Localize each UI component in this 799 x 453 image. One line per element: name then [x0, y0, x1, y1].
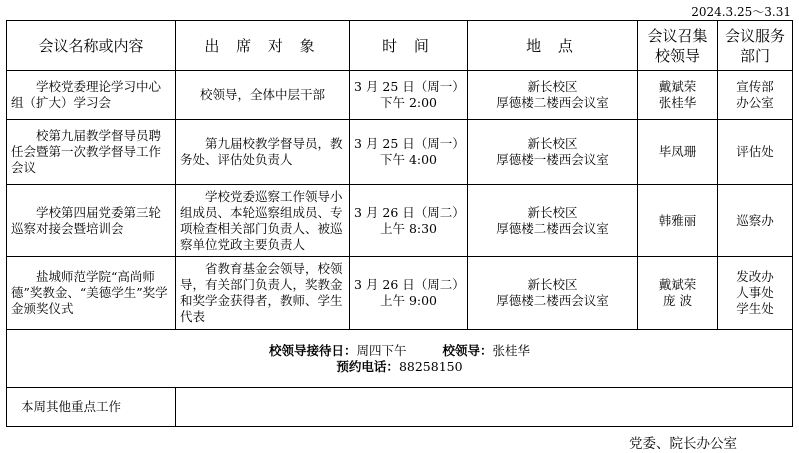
meeting-time-cell — [350, 120, 468, 185]
other-work-row — [7, 388, 793, 427]
meeting-room: 厚德楼二楼西会议室 — [496, 95, 609, 110]
header-attendees: 出 席 对 象 — [176, 21, 350, 71]
meeting-time-cell — [350, 185, 468, 257]
meeting-service: 评估处 — [718, 120, 793, 185]
reception-leader-label: 校领导： — [442, 342, 493, 358]
other-work-content — [176, 388, 793, 427]
reception-cell — [7, 330, 793, 388]
table-row — [7, 257, 793, 330]
reception-day-label: 校领导接待日： — [268, 342, 357, 358]
meeting-date: 3 月 26 日（周二） — [354, 204, 465, 220]
table-row — [7, 71, 793, 120]
meeting-time-cell — [350, 71, 468, 120]
header-name: 会议名称或内容 — [7, 21, 176, 71]
meeting-campus: 新长校区 — [527, 79, 578, 94]
meeting-time-cell — [350, 257, 468, 330]
reception-leader-value: 张桂华 — [492, 342, 531, 358]
header-location: 地 点 — [468, 21, 638, 71]
meeting-date: 3 月 25 日（周一） — [354, 79, 465, 94]
meeting-attendees: 学校党委巡察工作领导小组成员、本轮巡察组成员、专项检查相关部门负责人、被巡察单位党政主要负责人 — [176, 185, 350, 257]
header-time: 时 间 — [350, 21, 468, 71]
meeting-time: 下午 2:00 — [379, 95, 438, 110]
meeting-schedule-table — [6, 20, 793, 427]
other-work-label: 本周其他重点工作 — [7, 388, 176, 427]
meeting-attendees: 第九届校教学督导员，教务处、评估处负责人 — [176, 120, 350, 185]
meeting-name: 学校党委理论学习中心组（扩大）学习会 — [7, 71, 176, 120]
table-row — [7, 185, 793, 257]
phone-label: 预约电话： — [336, 358, 399, 374]
reception-line — [11, 343, 788, 359]
reception-row — [7, 330, 793, 388]
meeting-name: 盐城师范学院“高尚师德”奖教金、“美德学生”奖学金颁奖仪式 — [7, 257, 176, 330]
meeting-time: 上午 9:00 — [379, 293, 438, 308]
phone-line — [11, 359, 788, 375]
meeting-location-cell — [468, 185, 638, 257]
meeting-location-cell — [468, 257, 638, 330]
meeting-name: 校第九届教学督导员聘任会暨第一次教学督导工作会议 — [7, 120, 176, 185]
header-convener: 会议召集校领导 — [638, 21, 718, 71]
meeting-attendees: 校领导，全体中层干部 — [176, 71, 350, 120]
issuer-footer: 党委、院长办公室 — [629, 436, 737, 452]
header-service: 会议服务部门 — [718, 21, 793, 71]
meeting-campus: 新长校区 — [527, 136, 578, 151]
meeting-convener: 韩雅丽 — [638, 185, 718, 257]
meeting-attendees: 省教育基金会领导，校领导，有关部门负责人，奖教金和奖学金获得者，教师、学生代表 — [176, 257, 350, 330]
meeting-room: 厚德楼一楼西会议室 — [496, 152, 609, 167]
meeting-location-cell — [468, 71, 638, 120]
meeting-service: 发改办 人事处 学生处 — [718, 257, 793, 330]
meeting-convener: 毕凤珊 — [638, 120, 718, 185]
meeting-name: 学校第四届党委第三轮巡察对接会暨培训会 — [7, 185, 176, 257]
meeting-time: 下午 4:00 — [379, 152, 438, 167]
meeting-time: 上午 8:30 — [379, 220, 438, 236]
meeting-campus: 新长校区 — [527, 204, 578, 220]
meeting-date: 3 月 26 日（周二） — [354, 277, 465, 292]
reception-day-value: 周四下午 — [356, 342, 407, 358]
meeting-location-cell — [468, 120, 638, 185]
meeting-campus: 新长校区 — [527, 277, 578, 292]
meeting-convener: 戴斌荣 庞 波 — [638, 257, 718, 330]
meeting-service: 巡察办 — [718, 185, 793, 257]
header-row — [7, 21, 793, 71]
meeting-room: 厚德楼二楼西会议室 — [496, 293, 609, 308]
table-row — [7, 120, 793, 185]
phone-value: 88258150 — [398, 358, 463, 374]
date-range: 2024.3.25～3.31 — [691, 5, 791, 19]
meeting-date: 3 月 25 日（周一） — [354, 136, 465, 151]
meeting-room: 厚德楼二楼西会议室 — [496, 220, 609, 236]
meeting-service: 宣传部 办公室 — [718, 71, 793, 120]
meeting-convener: 戴斌荣 张桂华 — [638, 71, 718, 120]
